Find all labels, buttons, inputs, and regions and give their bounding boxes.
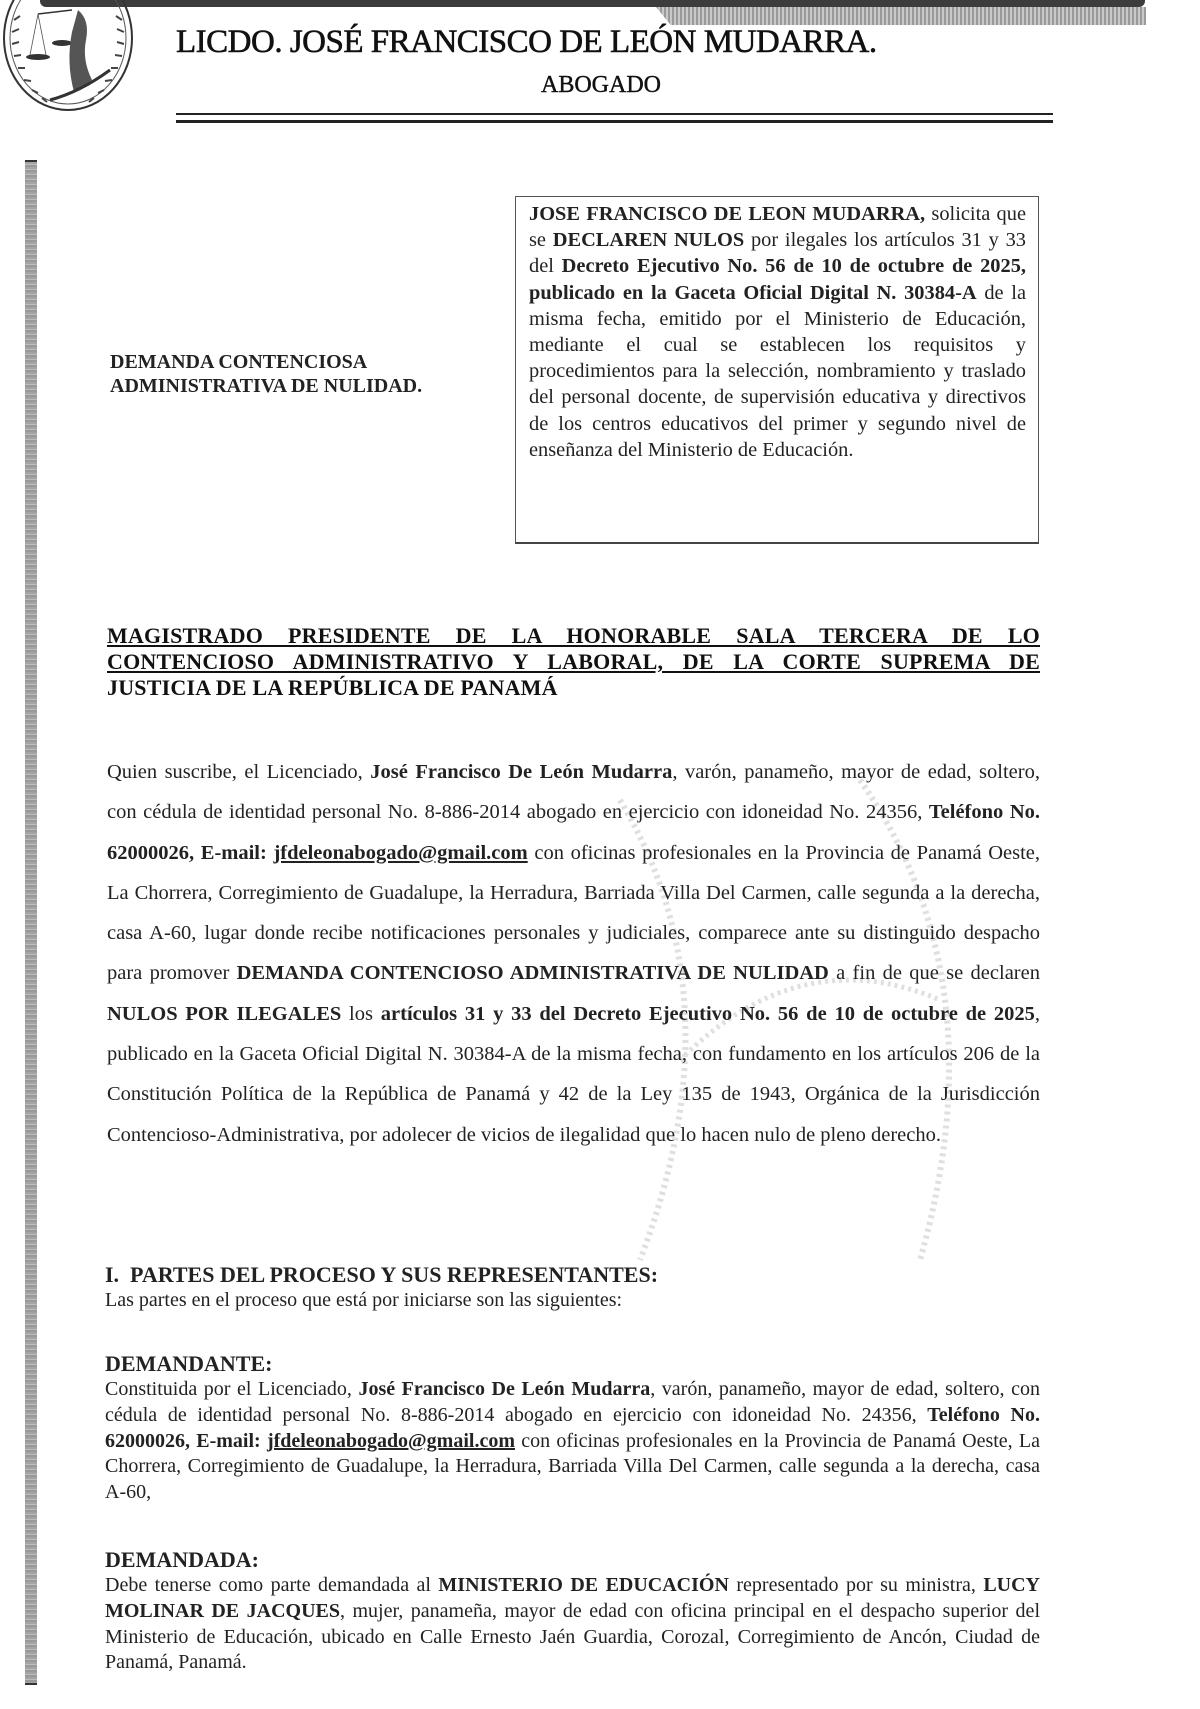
scan-shadow	[656, 7, 1146, 25]
plaintiff-phone: Teléfono No. 62000026, E-mail:	[105, 1403, 1040, 1452]
scan-top-edge	[40, 0, 1145, 7]
defendant-minister: LUCY MOLINAR DE JACQUES	[105, 1574, 1040, 1622]
defendant-details	[105, 1573, 1040, 1676]
case-type-line-2: ADMINISTRATIVA DE NULIDAD.	[110, 375, 423, 397]
summary-request: DECLAREN NULOS	[552, 229, 745, 252]
case-summary-box	[515, 196, 1039, 544]
defendant-text: Debe tenerse como parte demandada al	[105, 1574, 439, 1596]
intro-text: , publicado en la Gaceta Oficial Digital N. 30384-A de la misma fecha, con fundamento en los artículos 206 de la Constitución Política de la República de Panamá y 42 de la Ley 135 de 1943, Orgánica de la Jurisdicción Contencioso-Administrativa, por adolecer de vicios de ilegalidad que lo hacen nulo de pleno derecho.	[107, 1002, 1040, 1146]
plaintiff-text: Constituida por el Licenciado,	[105, 1378, 359, 1400]
letterhead-title: ABOGADO	[541, 72, 661, 98]
defendant-text: representado por su ministra,	[728, 1574, 984, 1596]
intro-paragraph	[107, 752, 1040, 1155]
summary-decree: Decreto Ejecutivo No. 56 de 10 de octubre de 2025, publicado en la Gaceta Oficial Digital N. 30384-A	[529, 255, 1026, 304]
intro-text: con oficinas profesionales en la Provincia de Panamá Oeste, La Chorrera, Corregimiento de Guadalupe, la Herradura, Barriada Villa Del Carmen, calle segunda a la derecha, casa A-60, lugar donde recibe notificaciones personales y judiciales, comparece ante su distinguido despacho para promover	[107, 841, 1040, 985]
intro-text: Quien suscribe, el Licenciado,	[107, 761, 371, 783]
summary-text-segment: solicita que se	[529, 203, 1027, 252]
court-address-line-1: MAGISTRADO PRESIDENTE DE LA HONORABLE SALA TERCERA DE LO	[107, 623, 1040, 648]
email-link[interactable]: jfdeleonabogado@gmail.com	[273, 841, 528, 864]
letterhead-name: LICDO. JOSÉ FRANCISCO DE LEÓN MUDARRA.	[176, 24, 877, 60]
scales-of-justice-seal-icon	[0, 0, 140, 115]
section-intro-text: Las partes en el proceso que está por iniciarse son las siguientes:	[105, 1289, 623, 1311]
lawyer-name: José Francisco De León Mudarra	[370, 761, 673, 783]
phone-label: Teléfono No. 62000026, E-mail:	[107, 801, 1041, 864]
demand-type: DEMANDA CONTENCIOSO ADMINISTRATIVA DE NULIDAD	[236, 962, 829, 985]
court-address-line-3: JUSTICIA DE LA REPÚBLICA DE PANAMÁ	[107, 675, 558, 700]
summary-plaintiff: JOSE FRANCISCO DE LEON MUDARRA,	[529, 203, 926, 225]
intro-text: los	[341, 1002, 381, 1025]
plaintiff-heading: DEMANDANTE:	[105, 1351, 273, 1376]
defendant-ministry: MINISTERIO DE EDUCACIÓN	[438, 1574, 729, 1596]
intro-text: a fin de que se declaren	[828, 962, 1040, 985]
case-type-line-1: DEMANDA CONTENCIOSA	[110, 351, 368, 373]
plaintiff-text: con oficinas profesionales en la Provincia de Panamá Oeste, La Chorrera, Corregimiento de Guadalupe, la Herradura, Barriada Villa Del Carmen, calle segunda a la derecha, casa A-60,	[105, 1429, 1041, 1504]
letterhead-divider-top	[176, 113, 1053, 115]
case-type-label	[110, 350, 422, 398]
defendant-text: , mujer, panameña, mayor de edad con oficina principal en el despacho superior del Ministerio de Educación, ubicado en Calle Ernesto Jaén Guardia, Corozal, Corregimiento de Ancón, Ciudad de Panamá, Panamá.	[105, 1599, 1040, 1674]
nullity-request: NULOS POR ILEGALES	[107, 1002, 342, 1025]
defendant-heading: DEMANDADA:	[105, 1547, 259, 1572]
case-summary-text	[529, 201, 1026, 463]
articles-reference: artículos 31 y 33 del Decreto Ejecutivo No. 56 de 10 de octubre de 2025	[380, 1002, 1035, 1025]
court-address-heading	[107, 623, 1040, 701]
letterhead-divider-bottom	[176, 120, 1053, 123]
section-heading-parties: I. PARTES DEL PROCESO Y SUS REPRESENTANTES:	[105, 1262, 659, 1287]
plaintiff-name: José Francisco De León Mudarra	[358, 1378, 651, 1400]
intro-text: , varón, panameño, mayor de edad, soltero, con cédula de identidad personal No. 8-886-2014 abogado en ejercicio con idoneidad No. 24356,	[107, 761, 1040, 824]
plaintiff-details	[105, 1377, 1040, 1506]
binding-margin-bar	[25, 160, 37, 1685]
court-address-line-2: CONTENCIOSO ADMINISTRATIVO Y LABORAL, DE LA CORTE SUPREMA DE	[107, 649, 1040, 674]
summary-text-segment: por ilegales los artículos 31 y 33 del	[529, 229, 1026, 278]
plaintiff-text: , varón, panameño, mayor de edad, soltero, con cédula de identidad personal No. 8-886-2014 abogado en ejercicio con idoneidad No. 24356,	[105, 1378, 1040, 1426]
plaintiff-email-link[interactable]: jfdeleonabogado@gmail.com	[266, 1429, 515, 1452]
summary-text-segment: de la misma fecha, emitido por el Ministerio de Educación, mediante el cual se establecen los requisitos y procedimientos para la selección, nombramiento y traslado del personal docente, de supervisión educativa y directivos de los centros educativos del primer y segundo nivel de enseñanza del Ministerio de Educación.	[529, 281, 1026, 461]
